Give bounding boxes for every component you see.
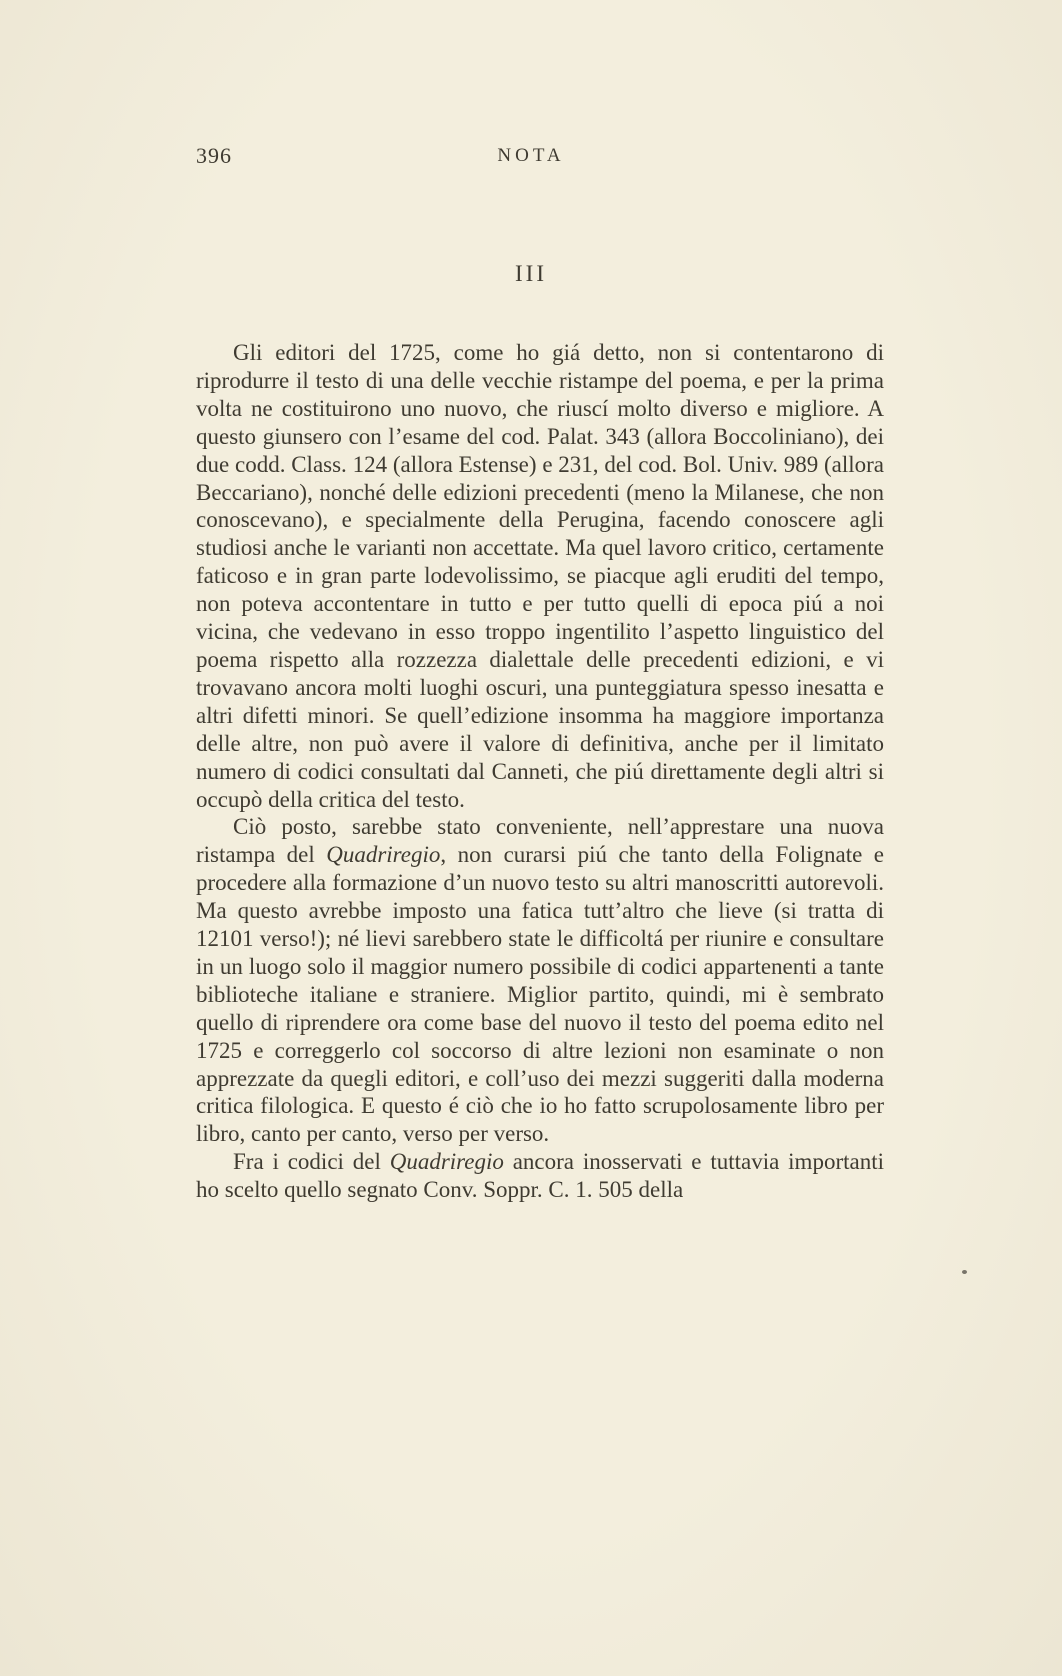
- paragraph: [196, 339, 884, 813]
- body-text: Fra i codici del: [233, 1149, 390, 1175]
- body-text: ancora inosservati e tuttavia importanti ho scelto quello segnato Conv. Soppr. C. 1. 505 della: [196, 1149, 884, 1203]
- running-head: [0, 142, 1062, 172]
- text-block: [196, 339, 884, 1204]
- paragraph: [196, 813, 884, 1148]
- italic-text: Quadriregio: [326, 842, 441, 868]
- paragraph: [196, 1148, 884, 1204]
- italic-text: Quadriregio: [389, 1149, 504, 1175]
- section-heading: III: [515, 261, 547, 286]
- body-text: Gli editori del 1725, come ho giá detto, non si contentarono di riprodurre il testo di una delle vecchie ristampe del poema, e per la prima volta ne costituirono uno nuovo, che riuscí molto diverso e migliore. A questo giunsero con l’esame del cod. Palat. 343 (allora Boccoliniano), dei due codd. Class. 124 (allora Estense) e 231, del cod. Bol. Univ. 989 (allora Beccariano), nonché delle edizioni precedenti (meno la Milanese, che non conoscevano), e specialmente della Perugina, facendo conoscere agli studiosi anche le varianti non accettate. Ma quel lavoro critico, certamente faticoso e in gran parte lodevolissimo, se piacque agli eruditi del tempo, non poteva accontentare in tutto e per tutto quelli di epoca piú a noi vicina, che vedevano in esso troppo ingentilito l’aspetto linguistico del poema rispetto alla rozzezza dialettale delle precedenti edizioni, e vi trovavano ancora molti luoghi oscuri, una punteggiatura spesso inesatta e altri difetti minori. Se quell’edizione insomma ha maggiore importanza delle altre, non può avere il valore di definitiva, anche per il limitato numero di codici consultati dal Canneti, che piú direttamente degli altri si occupò della critica del testo.: [196, 340, 884, 812]
- scan-speck: [962, 1270, 967, 1274]
- body-text: , non curarsi piú che tanto della Folignate e procedere alla formazione d’un nuovo testo su altri manoscritti autorevoli. Ma questo avrebbe imposto una fatica tutt’altro che lieve (si tratta di 12101 verso!); né lievi sarebbero state le difficoltá per riunire e consultare in un luogo solo il maggior numero possibile di codici appartenenti a tante biblioteche italiane e straniere. Miglior partito, quindi, mi è sembrato quello di riprendere ora come base del nuovo il testo del poema edito nel 1725 e correggerlo col soccorso di altre lezioni non esaminate o non apprezzate da quegli editori, e coll’uso dei mezzi suggeriti dalla moderna critica filologica. E questo é ciò che io ho fatto scrupolosamente libro per libro, canto per canto, verso per verso.: [196, 842, 884, 1147]
- body-text: Ciò posto, sarebbe stato conveniente, nell’apprestare una nuova ristampa del: [196, 814, 884, 868]
- running-title: NOTA: [497, 145, 565, 166]
- page-number: 396: [196, 143, 232, 168]
